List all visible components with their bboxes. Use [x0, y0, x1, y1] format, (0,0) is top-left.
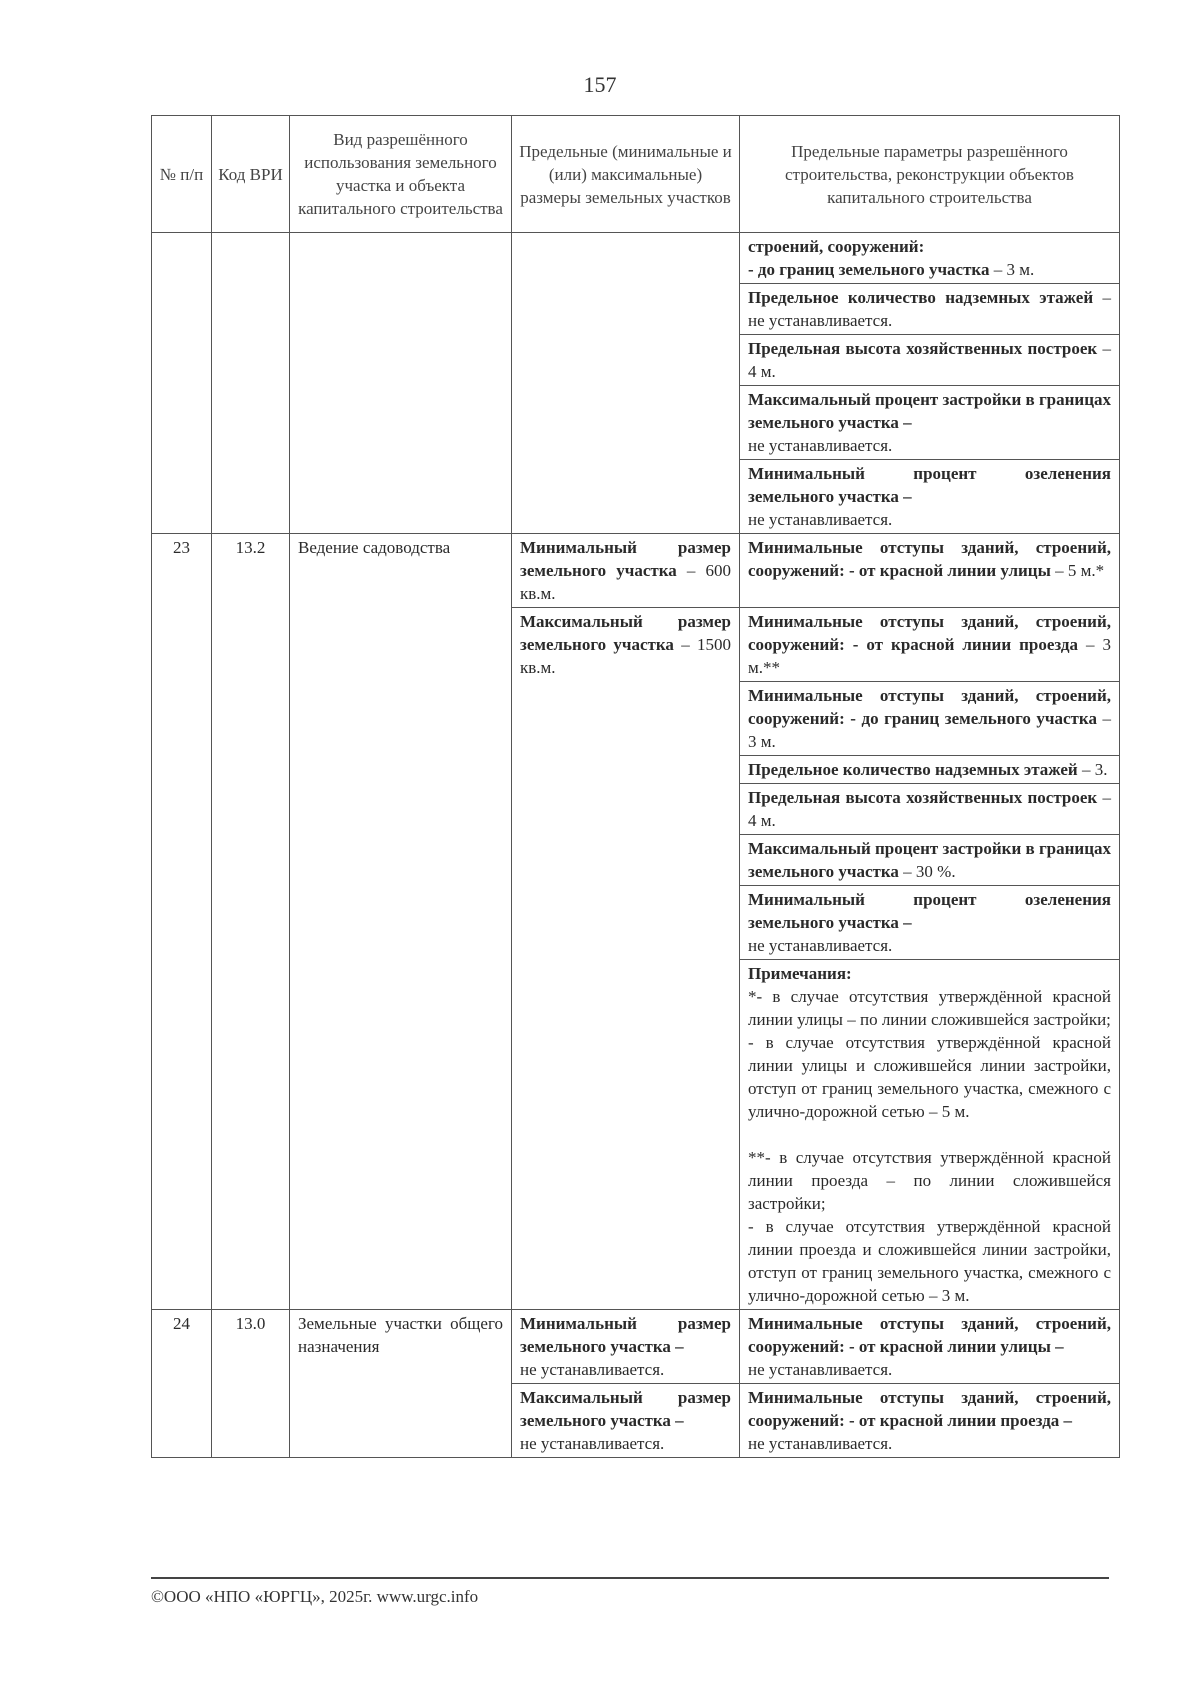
- note-text: **- в случае отсутствия утверждённой красной линии проезда – по линии сложившейся застройки;: [748, 1148, 1111, 1213]
- table-header-row: [152, 116, 1120, 233]
- header-num: № п/п: [152, 116, 212, 233]
- param-label: Максимальный процент застройки в границах земельного участка –: [748, 390, 1112, 432]
- param-cell: [740, 1310, 1120, 1384]
- use-type: Земельные участки общего назначения: [290, 1310, 512, 1458]
- param-value: – не устанавливается.: [748, 288, 1112, 330]
- size-label: Минимальный размер земельного участка –: [520, 1314, 731, 1356]
- param-value: – 5 м.*: [1050, 561, 1105, 580]
- notes-cell: [740, 960, 1120, 1310]
- note-text: *- в случае отсутствия утверждённой красной линии улицы – по линии сложившейся застройки;: [748, 987, 1111, 1029]
- param-cell: [740, 233, 1120, 284]
- param-label: - от красной линии улицы –: [849, 1337, 1064, 1356]
- param-label: Предельная высота хозяйственных построек: [748, 788, 1098, 807]
- size-value: – 1500 кв.м.: [520, 635, 731, 677]
- header-params: Предельные параметры разрешённого строительства, реконструкции объектов капитального строительства: [740, 116, 1120, 233]
- param-cell: [740, 460, 1120, 534]
- param-label: Минимальный процент озеленения земельного участка –: [748, 464, 1111, 506]
- param-label: Максимальный процент застройки в границах земельного участка: [748, 839, 1112, 881]
- param-label: - от красной линии проезда: [852, 635, 1079, 654]
- param-label: Предельное количество надземных этажей: [748, 288, 1094, 307]
- header-code: Код ВРИ: [212, 116, 290, 233]
- use-type: Ведение садоводства: [290, 534, 512, 1310]
- param-cell: [740, 756, 1120, 784]
- row-number: 24: [152, 1310, 212, 1458]
- page-number: 157: [583, 72, 617, 97]
- row-number: 23: [152, 534, 212, 1310]
- param-cell: [740, 682, 1120, 756]
- size-cell: [512, 534, 740, 608]
- footer-copyright: ©ООО «НПО «ЮРГЦ», 2025г. www.urgc.info: [151, 1587, 479, 1606]
- param-value: не устанавливается.: [748, 936, 893, 955]
- size-cell: [512, 1310, 740, 1384]
- param-cell: [740, 784, 1120, 835]
- cell-code-empty: [212, 233, 290, 534]
- param-cell: [740, 386, 1120, 460]
- param-value: не устанавливается.: [748, 1360, 893, 1379]
- param-label: Предельное количество надземных этажей: [748, 760, 1078, 779]
- param-label: Предельная высота хозяйственных построек: [748, 339, 1098, 358]
- note-text: - в случае отсутствия утверждённой красной линии улицы и сложившейся линии застройки, отступ от границ земельного участка, смежного с улично-дорожной сетью – 5 м.: [748, 1033, 1111, 1121]
- param-label: строений, сооружений:: [748, 237, 925, 256]
- size-label: Максимальный размер земельного участка –: [520, 1388, 731, 1430]
- param-value: не устанавливается.: [748, 436, 893, 455]
- note-spacer: [748, 1123, 1111, 1146]
- param-label: Минимальные отступы зданий, строений, сооружений:: [748, 1388, 1111, 1430]
- param-value: – 4 м.: [748, 788, 1112, 830]
- param-label: - до границ земельного участка: [850, 709, 1097, 728]
- notes-title: Примечания:: [748, 964, 852, 983]
- size-label: Минимальный размер земельного участка: [520, 538, 731, 580]
- header-use: Вид разрешённого использования земельного участка и объекта капитального строительства: [290, 116, 512, 233]
- param-label: Минимальные отступы зданий, строений, сооружений:: [748, 1314, 1111, 1356]
- param-value: – 3 м.: [748, 709, 1111, 751]
- header-size: Предельные (минимальные и (или) максимальные) размеры земельных участков: [512, 116, 740, 233]
- param-value: – 30 %.: [898, 862, 956, 881]
- footer-divider: [151, 1577, 1109, 1579]
- param-cell: [740, 1384, 1120, 1458]
- param-cell: [740, 284, 1120, 335]
- param-label: - от красной линии проезда –: [849, 1411, 1073, 1430]
- table-row: [152, 534, 1120, 608]
- size-label: Максимальный размер земельного участка: [520, 612, 731, 654]
- param-value: – 3 м.: [989, 260, 1035, 279]
- table-row: [152, 1310, 1120, 1384]
- param-label: Минимальные отступы зданий, строений, сооружений:: [748, 686, 1111, 728]
- cell-num-empty: [152, 233, 212, 534]
- table-row: [152, 233, 1120, 284]
- param-label: - от красной линии улицы: [849, 561, 1051, 580]
- param-label: Минимальные отступы зданий, строений, сооружений:: [748, 612, 1111, 654]
- param-cell: [740, 886, 1120, 960]
- vri-code: 13.2: [212, 534, 290, 1310]
- size-value: – 600 кв.м.: [520, 561, 731, 603]
- param-label: Минимальные отступы зданий, строений, сооружений:: [748, 538, 1111, 580]
- param-cell: [740, 335, 1120, 386]
- regulations-table: [151, 115, 1120, 1458]
- param-value: – 3.: [1077, 760, 1108, 779]
- vri-code: 13.0: [212, 1310, 290, 1458]
- param-label: - до границ земельного участка: [748, 260, 990, 279]
- cell-size-empty: [512, 233, 740, 534]
- note-text: - в случае отсутствия утверждённой красной линии проезда и сложившейся линии застройки, отступ от границ земельного участка, смежного с улично-дорожной сетью – 3 м.: [748, 1217, 1111, 1305]
- param-cell: [740, 608, 1120, 682]
- param-value: не устанавливается.: [748, 510, 893, 529]
- size-value: не устанавливается.: [520, 1434, 665, 1453]
- size-cell: [512, 1384, 740, 1458]
- param-value: – 4 м.: [748, 339, 1112, 381]
- param-value: не устанавливается.: [748, 1434, 893, 1453]
- param-value: – 3 м.**: [748, 635, 1112, 677]
- param-cell: [740, 835, 1120, 886]
- size-value: не устанавливается.: [520, 1360, 665, 1379]
- size-cell: [512, 608, 740, 1310]
- param-label: Минимальный процент озеленения земельного участка –: [748, 890, 1111, 932]
- param-cell: [740, 534, 1120, 608]
- cell-use-empty: [290, 233, 512, 534]
